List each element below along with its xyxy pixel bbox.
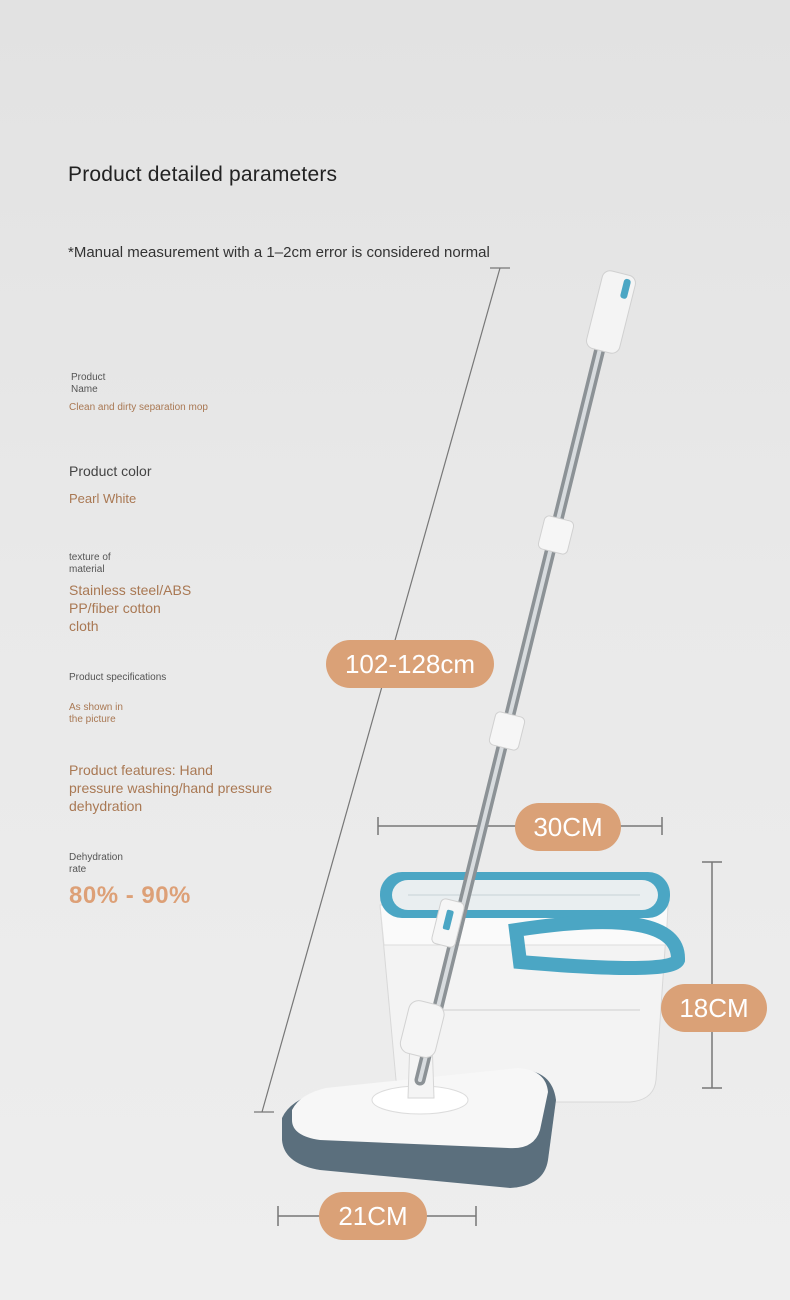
page-title: Product detailed parameters: [68, 163, 338, 186]
spec-label: Product specifications: [69, 672, 167, 683]
height-dimension-badge: 102-128cm: [326, 640, 494, 688]
rate-label: Dehydration rate: [69, 852, 123, 875]
material-label: texture of material: [69, 552, 111, 575]
product-name-label: Product Name: [71, 372, 106, 395]
color-value: Pearl White: [69, 491, 137, 506]
spec-value: As shown in the picture: [69, 702, 123, 725]
mop-width-badge: 21CM: [319, 1192, 427, 1240]
bucket-height-badge: 18CM: [661, 984, 767, 1032]
rate-value: 80% - 90%: [69, 882, 191, 909]
material-value: Stainless steel/ABS PP/fiber cotton cloth: [69, 582, 192, 634]
color-label: Product color: [69, 463, 152, 479]
measurement-note: *Manual measurement with a 1–2cm error is considered normal: [68, 244, 490, 261]
bucket-width-badge: 30CM: [515, 803, 621, 851]
bucket-height-guide: [702, 862, 722, 1088]
features-value: Product features: Hand pressure washing/hand pressure dehydration: [69, 762, 273, 814]
product-name-value: Clean and dirty separation mop: [69, 402, 208, 413]
